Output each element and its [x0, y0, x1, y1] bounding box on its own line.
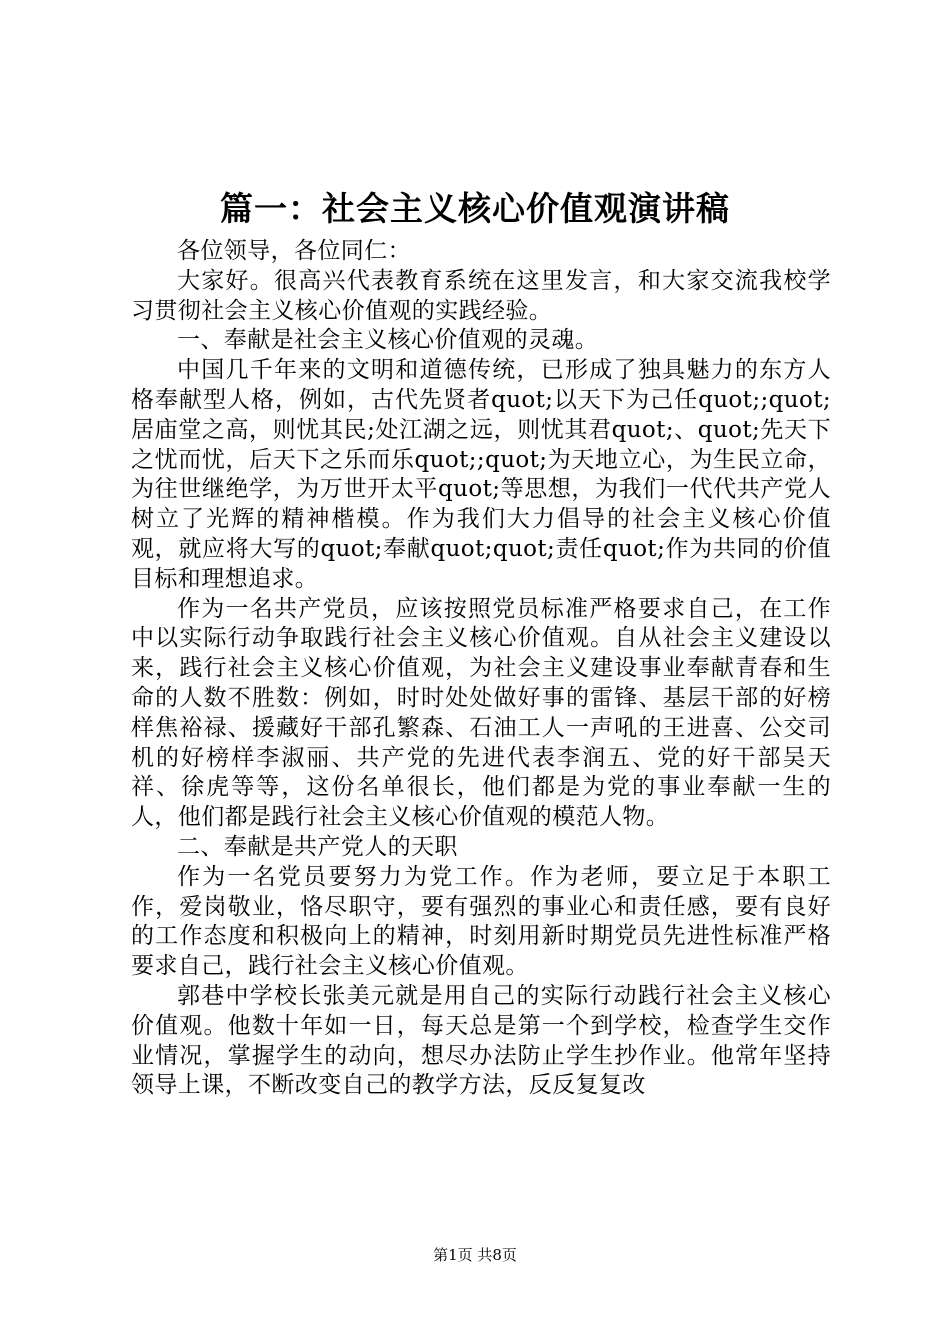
paragraph: 作为一名共产党员，应该按照党员标准严格要求自己，在工作中以实际行动争取践行社会主义核心价值观。自从社会主义建设以来，践行社会主义核心价值观，为社会主义建设事业奉献青春和生命的人数不胜数：例如，时时处处做好事的雷锋、基层干部的好榜样焦裕禄、援藏好干部孔繁森、石油工人一声吼的王进喜、公交司机的好榜样李淑丽、共产党的先进代表李润五、党的好干部吴天祥、徐虎等等，这份名单很长，他们都是为党的事业奉献一生的人，他们都是践行社会主义核心价值观的模范人物。	[131, 595, 831, 831]
paragraph-intro: 大家好。很高兴代表教育系统在这里发言，和大家交流我校学习贯彻社会主义核心价值观的实践经验。	[131, 267, 831, 324]
document-body	[131, 237, 831, 1101]
paragraph: 郭巷中学校长张美元就是用自己的实际行动践行社会主义核心价值观。他数十年如一日，每天总是第一个到学校，检查学生交作业情况，掌握学生的动向，想尽办法防止学生抄作业。他常年坚持领导上课，不断改变自己的教学方法，反反复复改	[131, 982, 831, 1099]
paragraph: 作为一名党员要努力为党工作。作为老师，要立足于本职工作，爱岗敬业，恪尽职守，要有强烈的事业心和责任感，要有良好的工作态度和积极向上的精神，时刻用新时期党员先进性标准严格要求自己，践行社会主义核心价值观。	[131, 863, 831, 980]
document-title: 篇一：社会主义核心价值观演讲稿	[220, 189, 730, 228]
section-heading-1: 一、奉献是社会主义核心价值观的灵魂。	[177, 327, 599, 354]
paragraph-greeting: 各位领导，各位同仁：	[177, 238, 411, 264]
section-heading-2: 二、奉献是共产党人的天职	[177, 833, 458, 860]
page-footer: 第1页 共8页	[433, 1246, 517, 1264]
paragraph: 中国几千年来的文明和道德传统，已形成了独具魅力的东方人格奉献型人格，例如，古代先贤者quot;以天下为己任quot;;quot;居庙堂之高，则忧其民;处江湖之远，则忧其君quot;、quot;先天下之忧而忧，后天下之乐而乐quot;;quot;为天地立心，为生民立命，为往世继绝学，为万世开太平quot;等思想，为我们一代代共产党人树立了光辉的精神楷模。作为我们大力倡导的社会主义核心价值观，就应将大写的quot;奉献quot;quot;责任quot;作为共同的价值目标和理想追求。	[131, 357, 831, 592]
